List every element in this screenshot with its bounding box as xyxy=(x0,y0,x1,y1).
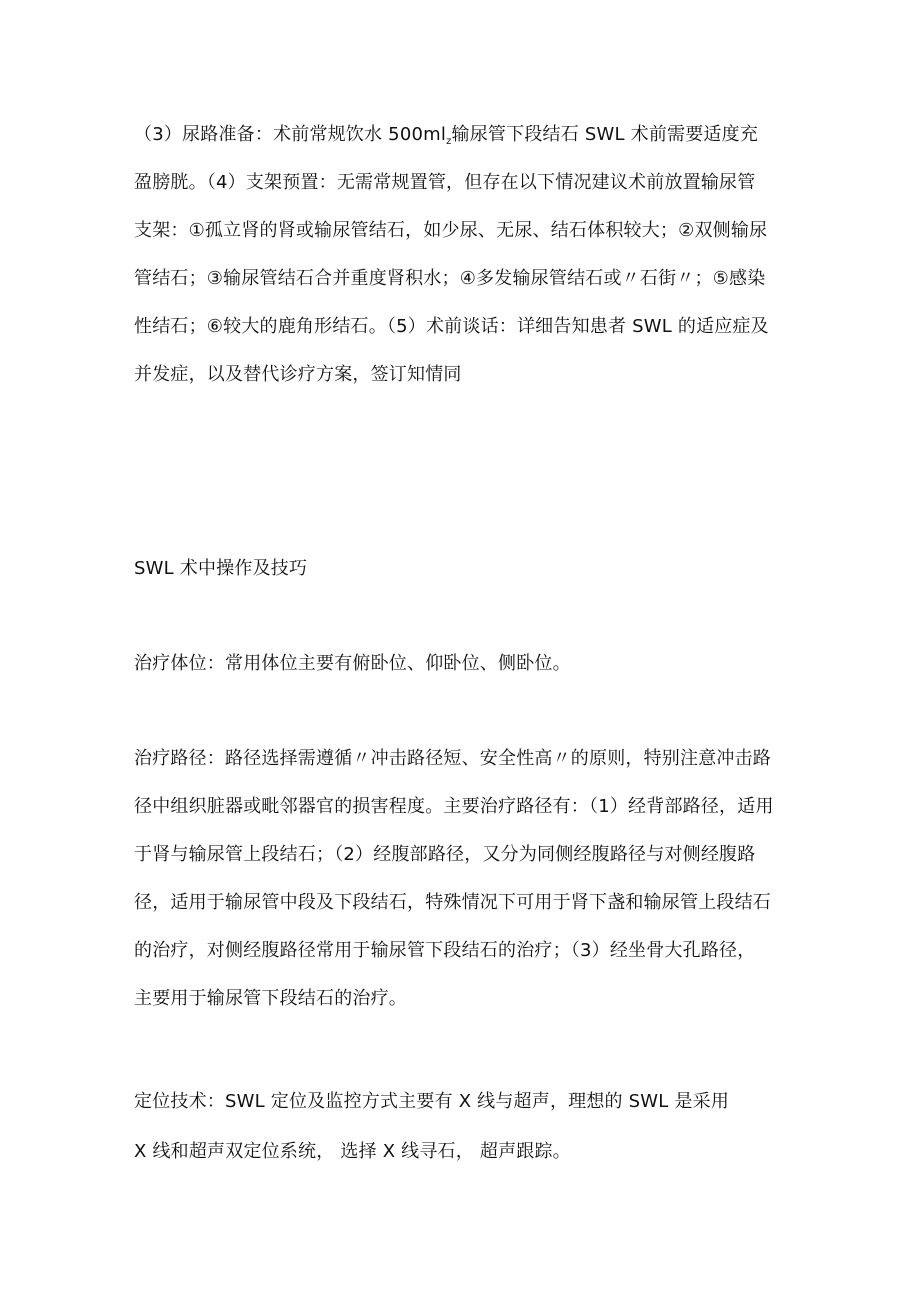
intro-line-1-part-a: （3）尿路准备：术前常规饮水 500ml xyxy=(134,124,447,145)
treatment-path-line-3: 于肾与输尿管上段结石；（2）经腹部路径，又分为同侧经腹路径与对侧经腹路 xyxy=(134,844,756,865)
intro-line-1 xyxy=(134,123,758,154)
intro-line-1-part-b: 输尿管下段结石 SWL 术前需要适度充 xyxy=(451,124,759,145)
treatment-position-line: 治疗体位：常用体位主要有俯卧位、仰卧位、侧卧位。 xyxy=(134,653,571,674)
treatment-path-line-4: 径，适用于输尿管中段及下段结石，特殊情况下可用于肾下盏和输尿管上段结石 xyxy=(134,892,771,913)
treatment-path-line-1: 治疗路径：路径选择需遵循〃冲击路径短、安全性高〃的原则，特别注意冲击路 xyxy=(134,748,771,769)
treatment-path-line-6: 主要用于输尿管下段结石的治疗。 xyxy=(134,988,407,1009)
intro-subscript: z xyxy=(446,136,452,147)
treatment-path-line-5: 的治疗，对侧经腹路径常用于输尿管下段结石的治疗；（3）经坐骨大孔路径， xyxy=(134,940,756,961)
treatment-path-line-2: 径中组织脏器或毗邻器官的损害程度。主要治疗路径有：（1）经背部路径，适用 xyxy=(134,796,774,817)
section-title: SWL 术中操作及技巧 xyxy=(134,558,308,579)
intro-line-6: 并发症，以及替代诊疗方案，签订知情同 xyxy=(134,364,462,385)
intro-line-5: 性结石；⑥较大的鹿角形结石。（5）术前谈话：详细告知患者 SWL 的适应症及 xyxy=(134,316,769,337)
intro-line-2: 盈膀胱。（4）支架预置：无需常规置管，但存在以下情况建议术前放置输尿管 xyxy=(134,172,756,193)
positioning-technique-line-1: 定位技术：SWL 定位及监控方式主要有 X 线与超声，理想的 SWL 是采用 xyxy=(134,1091,730,1112)
intro-line-3: 支架：①孤立肾的肾或输尿管结石，如少尿、无尿、结石体积较大；②双侧输尿 xyxy=(134,220,768,241)
positioning-technique-line-2: X 线和超声双定位系统， 选择 X 线寻石， 超声跟踪。 xyxy=(134,1141,571,1162)
intro-line-4: 管结石；③输尿管结石合并重度肾积水；④多发输尿管结石或〃石街〃；⑤感染 xyxy=(134,268,766,289)
